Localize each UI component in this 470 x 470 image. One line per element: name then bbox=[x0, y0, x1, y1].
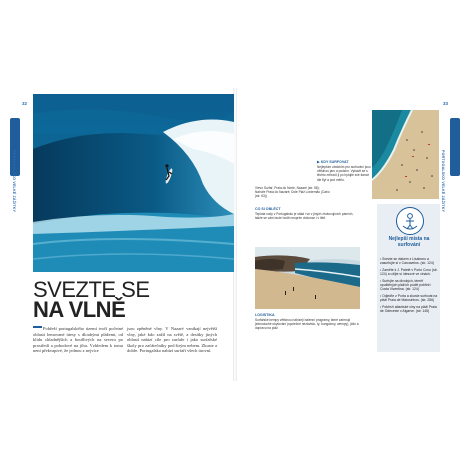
kdy-surfovat-block bbox=[317, 160, 372, 182]
logistika-text: Surfařské kempy většinou nabízejí balenní programy, které zahrnují jednoduché ubytování (společné nezávislo- ty, bungalovy, wempy), jídlo a dopravu na pláž. bbox=[255, 318, 359, 331]
photo-credits: Vlevo Surfař, Praia do Norte, Nazaré (str. 58); Nahoře Praia do Nazaré; Dole Plaž Lordemão (Cabo (str. 63)) bbox=[255, 186, 330, 199]
logistika-block bbox=[255, 313, 365, 331]
spacer bbox=[317, 158, 323, 159]
surfer-icon bbox=[396, 207, 424, 235]
list-item: • Svezte se vlakem z Lisabonu a zasurfujte si v Carcavelos. (str. 124) bbox=[380, 257, 434, 266]
co-si-oblect-text: Teplota vody v Portugalsku je stálá i ve v jiných zhotovujících parních, takže se vám bude hodit neoprén dokonce i v létě. bbox=[255, 212, 354, 221]
list-item: • Zamiřte k J. Paletě v Porto Covo (str. 124) a užijte si útesové ve vlnách. bbox=[380, 267, 438, 277]
page-number-left: 32 bbox=[22, 101, 28, 106]
best-spots-title: Nejlepší místa na surfování bbox=[388, 236, 430, 248]
kdy-surfovat-text: Nejlepším obdobím pro surfování jsou většinou jaro a podzim. Vybavit se s těchto měsíců ji po bytujte své šance dle flyf a pod měřiu. bbox=[317, 165, 371, 182]
surf-wave-photo bbox=[33, 94, 234, 272]
list-item: • Odjeďte z Porta a zkuste surfovat na pláži Praia de Matosinhos. (str. 286) bbox=[380, 293, 438, 303]
kdy-surfovat-title: ▶ KDY SURFOVAT bbox=[317, 160, 349, 164]
co-si-oblect-block bbox=[255, 207, 360, 220]
side-tab-left-text: PORTUGALSKO VELKÉ ZÁŽITKY bbox=[12, 150, 16, 213]
best-spots-list bbox=[380, 257, 438, 316]
side-tab-right-text: PORTUGALSKO VELKÉ ZÁŽITKY bbox=[441, 150, 445, 213]
page-number-right: 33 bbox=[443, 101, 449, 106]
logistika-title: LOGISTIKA bbox=[255, 313, 275, 317]
body-text-col2: jsou zpěněné vlny. V Nazaré vznikají největší vlny, jaké kdo zažil na světě, a desítky jiných oblastí nabízí cíle pro surfaře i jako surfařské školy pro začátečníky pod širým nebem. Zkuste a dobře. Portugalsko nabízí surfaři všech úrovní. bbox=[127, 326, 217, 354]
side-tab-right bbox=[450, 118, 460, 176]
list-item: • Surfujte na divokých, téměř opuštěných plážích podél pobřeží Costa Vicentina. (str. 124) bbox=[380, 278, 431, 292]
beach-cliff-photo bbox=[255, 247, 360, 309]
headline-line1: SVEZTE SE bbox=[33, 277, 150, 302]
page-headline bbox=[33, 277, 150, 322]
headline-line2: NA VLNĚ bbox=[33, 297, 126, 322]
beach-aerial-photo bbox=[372, 110, 439, 199]
co-si-oblect-title: CO SI OBLÉCT bbox=[255, 207, 281, 211]
list-item: • Pobřeží atlantské vlny na pláži Praia de Odeceixe v Algarve. (str. 145) bbox=[380, 304, 437, 314]
body-text-col1: Pobřeží portugalského území tvoří početné oblasti lemované útesy s dlouhými plážemi, od klidu chladnějších a bouřlivých na severu po prostředí a pohodové na jihu. Vzhledem k tomu není překvapivé, že jednou z nejvíce bbox=[33, 326, 123, 354]
